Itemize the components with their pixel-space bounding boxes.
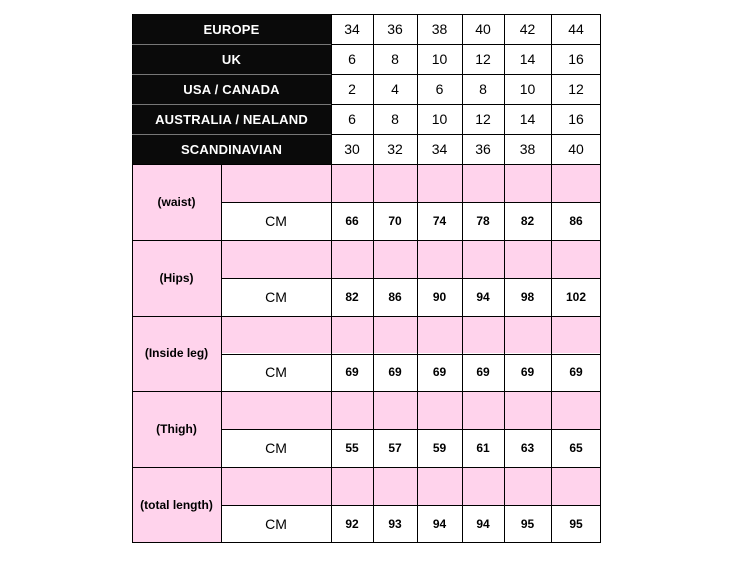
measurement-value: 95 [569,517,583,532]
size-value: 12 [475,111,491,127]
header-separator [132,134,331,135]
size-value: 16 [568,111,584,127]
measurement-value: 74 [432,213,447,228]
measurement-value: 86 [569,213,583,228]
grid-line-horizontal [221,429,601,430]
measurement-value: 61 [476,441,490,456]
measurement-value: 95 [520,517,535,532]
size-value: 38 [519,141,536,157]
grid-line-horizontal [221,278,601,279]
size-value: 2 [348,81,356,97]
measurement-value: 69 [520,365,535,380]
unit-label: CM [265,440,287,457]
size-value: 32 [387,141,403,157]
size-value: 40 [568,141,584,157]
measurement-value: 70 [388,213,402,228]
measurement-blank-cell [373,391,417,429]
size-value: 10 [431,111,448,127]
measurement-blank-cell [221,391,331,429]
measurement-blank-cell [331,164,373,202]
measurement-label: (waist) [132,164,221,240]
measurement-value: 55 [345,441,359,456]
measurement-blank-cell [417,316,462,354]
measurement-blank-cell [504,391,551,429]
measurement-value: 82 [345,289,359,304]
grid-line-horizontal [132,316,601,317]
size-system-label: UK [132,44,331,74]
grid-line-horizontal [132,467,601,468]
size-system-label: USA / CANADA [132,74,331,104]
grid-line-vertical [132,14,133,543]
measurement-value: 69 [569,365,583,380]
size-value: 8 [391,111,399,127]
size-value: 38 [431,21,448,37]
header-separator [132,74,331,75]
size-value: 6 [435,81,444,97]
grid-line-horizontal [132,164,601,165]
measurement-blank-cell [462,240,504,278]
measurement-blank-cell [462,164,504,202]
measurement-blank-cell [221,316,331,354]
measurement-value: 69 [476,365,490,380]
grid-line-horizontal [331,74,601,75]
header-separator [132,104,331,105]
size-value: 30 [344,141,360,157]
size-value: 36 [387,21,403,37]
size-value: 44 [568,21,584,37]
measurement-blank-cell [551,240,601,278]
measurement-value: 92 [345,517,359,532]
measurement-value: 82 [520,213,535,228]
measurement-blank-cell [417,467,462,505]
measurement-blank-cell [331,467,373,505]
measurement-value: 94 [432,517,447,532]
measurement-blank-cell [373,240,417,278]
size-value: 6 [348,111,356,127]
measurement-blank-cell [331,240,373,278]
grid-line-horizontal [331,134,601,135]
size-system-label: EUROPE [132,14,331,44]
size-value: 34 [344,21,360,37]
measurement-blank-cell [504,316,551,354]
size-value: 42 [519,21,536,37]
measurement-value: 90 [432,289,447,304]
measurement-value: 66 [345,213,359,228]
measurement-value: 69 [388,365,402,380]
size-value: 14 [519,111,536,127]
measurement-blank-cell [551,391,601,429]
measurement-blank-cell [504,164,551,202]
measurement-blank-cell [417,164,462,202]
measurement-value: 94 [476,289,490,304]
size-value: 4 [391,81,399,97]
measurement-blank-cell [462,391,504,429]
grid-line-horizontal [132,240,601,241]
size-value: 10 [431,51,448,67]
measurement-blank-cell [462,316,504,354]
unit-label: CM [265,288,287,305]
grid-line-horizontal [331,14,601,15]
unit-label: CM [265,364,287,381]
unit-label: CM [265,516,287,533]
measurement-value: 59 [432,441,447,456]
measurement-blank-cell [373,164,417,202]
measurement-value: 57 [388,441,402,456]
size-value: 10 [519,81,536,97]
size-value: 16 [568,51,584,67]
size-value: 6 [348,51,356,67]
measurement-blank-cell [331,391,373,429]
size-value: 14 [519,51,536,67]
header-separator [132,44,331,45]
measurement-blank-cell [221,164,331,202]
size-value: 12 [568,81,584,97]
measurement-value: 93 [388,517,402,532]
size-system-label: SCANDINAVIAN [132,134,331,164]
measurement-blank-cell [417,240,462,278]
size-value: 12 [475,51,491,67]
grid-line-horizontal [221,202,601,203]
measurement-value: 94 [476,517,490,532]
size-chart-table [132,14,601,543]
measurement-value: 98 [520,289,535,304]
measurement-blank-cell [221,467,331,505]
grid-line-horizontal [221,505,601,506]
size-value: 8 [391,51,399,67]
grid-line-horizontal [221,354,601,355]
measurement-blank-cell [551,316,601,354]
measurement-blank-cell [221,240,331,278]
measurement-value: 78 [476,213,490,228]
measurement-blank-cell [331,316,373,354]
size-value: 8 [479,81,487,97]
measurement-blank-cell [373,467,417,505]
grid-line-horizontal [132,542,601,543]
unit-label: CM [265,212,287,229]
measurement-blank-cell [504,240,551,278]
measurement-value: 63 [520,441,535,456]
size-value: 40 [475,21,491,37]
measurement-blank-cell [417,391,462,429]
measurement-blank-cell [504,467,551,505]
measurement-label: (Hips) [132,240,221,316]
measurement-value: 69 [345,365,359,380]
measurement-value: 102 [565,289,587,304]
grid-line-horizontal [132,391,601,392]
size-system-label: AUSTRALIA / NEALAND [132,104,331,134]
size-value: 34 [431,141,448,157]
grid-line-horizontal [331,44,601,45]
measurement-blank-cell [551,164,601,202]
grid-line-horizontal [331,104,601,105]
measurement-value: 69 [432,365,447,380]
measurement-blank-cell [462,467,504,505]
measurement-label: (total length) [132,467,221,543]
measurement-blank-cell [373,316,417,354]
measurement-value: 86 [388,289,402,304]
measurement-label: (Inside leg) [132,316,221,392]
measurement-value: 65 [569,441,583,456]
measurement-label: (Thigh) [132,391,221,467]
measurement-blank-cell [551,467,601,505]
size-value: 36 [475,141,491,157]
